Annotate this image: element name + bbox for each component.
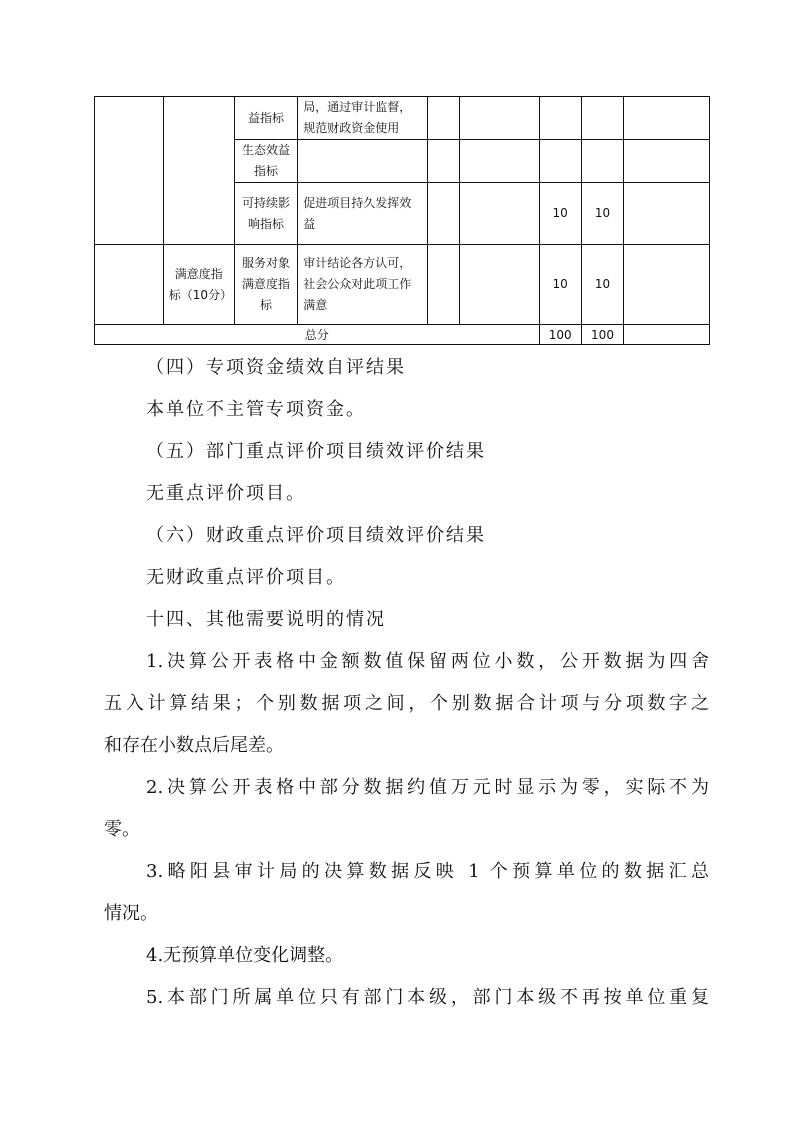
content-cell xyxy=(298,140,428,183)
indicator-cell: 生态效益指标 xyxy=(234,140,298,183)
indicator-cell: 服务对象满意度指标 xyxy=(234,245,298,325)
section-heading-5: （五）部门重点评价项目绩效评价结果 xyxy=(146,441,486,462)
section-body-6: 无财政重点评价项目。 xyxy=(146,567,346,588)
section-body-4: 本单位不主管专项资金。 xyxy=(146,399,366,420)
section-heading-6: （六）财政重点评价项目绩效评价结果 xyxy=(146,525,486,546)
content-cell: 审计结论各方认可，社会公众对此项工作满意 xyxy=(298,245,428,325)
note-3-line-2: 情况。 xyxy=(104,903,158,924)
score-cell xyxy=(539,97,581,140)
indicator-cell: 可持续影响指标 xyxy=(234,183,298,245)
total-score: 100 xyxy=(539,325,581,345)
table-row xyxy=(95,97,710,140)
self-score-cell: 10 xyxy=(581,183,623,245)
note-3-line-1: 3.略阳县审计局的决算数据反映 1 个预算单位的数据汇总 xyxy=(146,861,709,882)
section-heading-14: 十四、其他需要说明的情况 xyxy=(146,609,386,630)
note-5-line-1: 5.本部门所属单位只有部门本级，部门本级不再按单位重复 xyxy=(146,987,709,1008)
note-1-line-2: 五入计算结果；个别数据项之间，个别数据合计项与分项数字之 xyxy=(104,693,709,714)
note-4-line-1: 4.无预算单位变化调整。 xyxy=(146,945,344,966)
note-2-line-1: 2.决算公开表格中部分数据约值万元时显示为零，实际不为 xyxy=(146,777,709,798)
score-cell xyxy=(539,140,581,183)
table-row xyxy=(95,245,710,325)
category-cell: 满意度指标（10分） xyxy=(163,245,234,325)
score-cell: 10 xyxy=(539,245,581,325)
score-cell: 10 xyxy=(539,183,581,245)
indicator-cell: 益指标 xyxy=(234,97,298,140)
self-score-cell xyxy=(581,140,623,183)
note-1-line-3: 和存在小数点后尾差。 xyxy=(104,735,284,756)
self-score-cell xyxy=(581,97,623,140)
note-2-line-2: 零。 xyxy=(104,819,140,840)
self-score-cell: 10 xyxy=(581,245,623,325)
content-cell: 局，通过审计监督，规范财政资金使用 xyxy=(298,97,428,140)
content-cell: 促进项目持久发挥效益 xyxy=(298,183,428,245)
section-heading-4: （四）专项资金绩效自评结果 xyxy=(146,357,406,378)
total-row xyxy=(95,325,710,345)
performance-table xyxy=(94,96,710,345)
total-label: 总分 xyxy=(95,325,540,345)
total-self-score: 100 xyxy=(581,325,623,345)
section-body-5: 无重点评价项目。 xyxy=(146,483,306,504)
note-1-line-1: 1.决算公开表格中金额数值保留两位小数，公开数据为四舍 xyxy=(146,651,709,672)
